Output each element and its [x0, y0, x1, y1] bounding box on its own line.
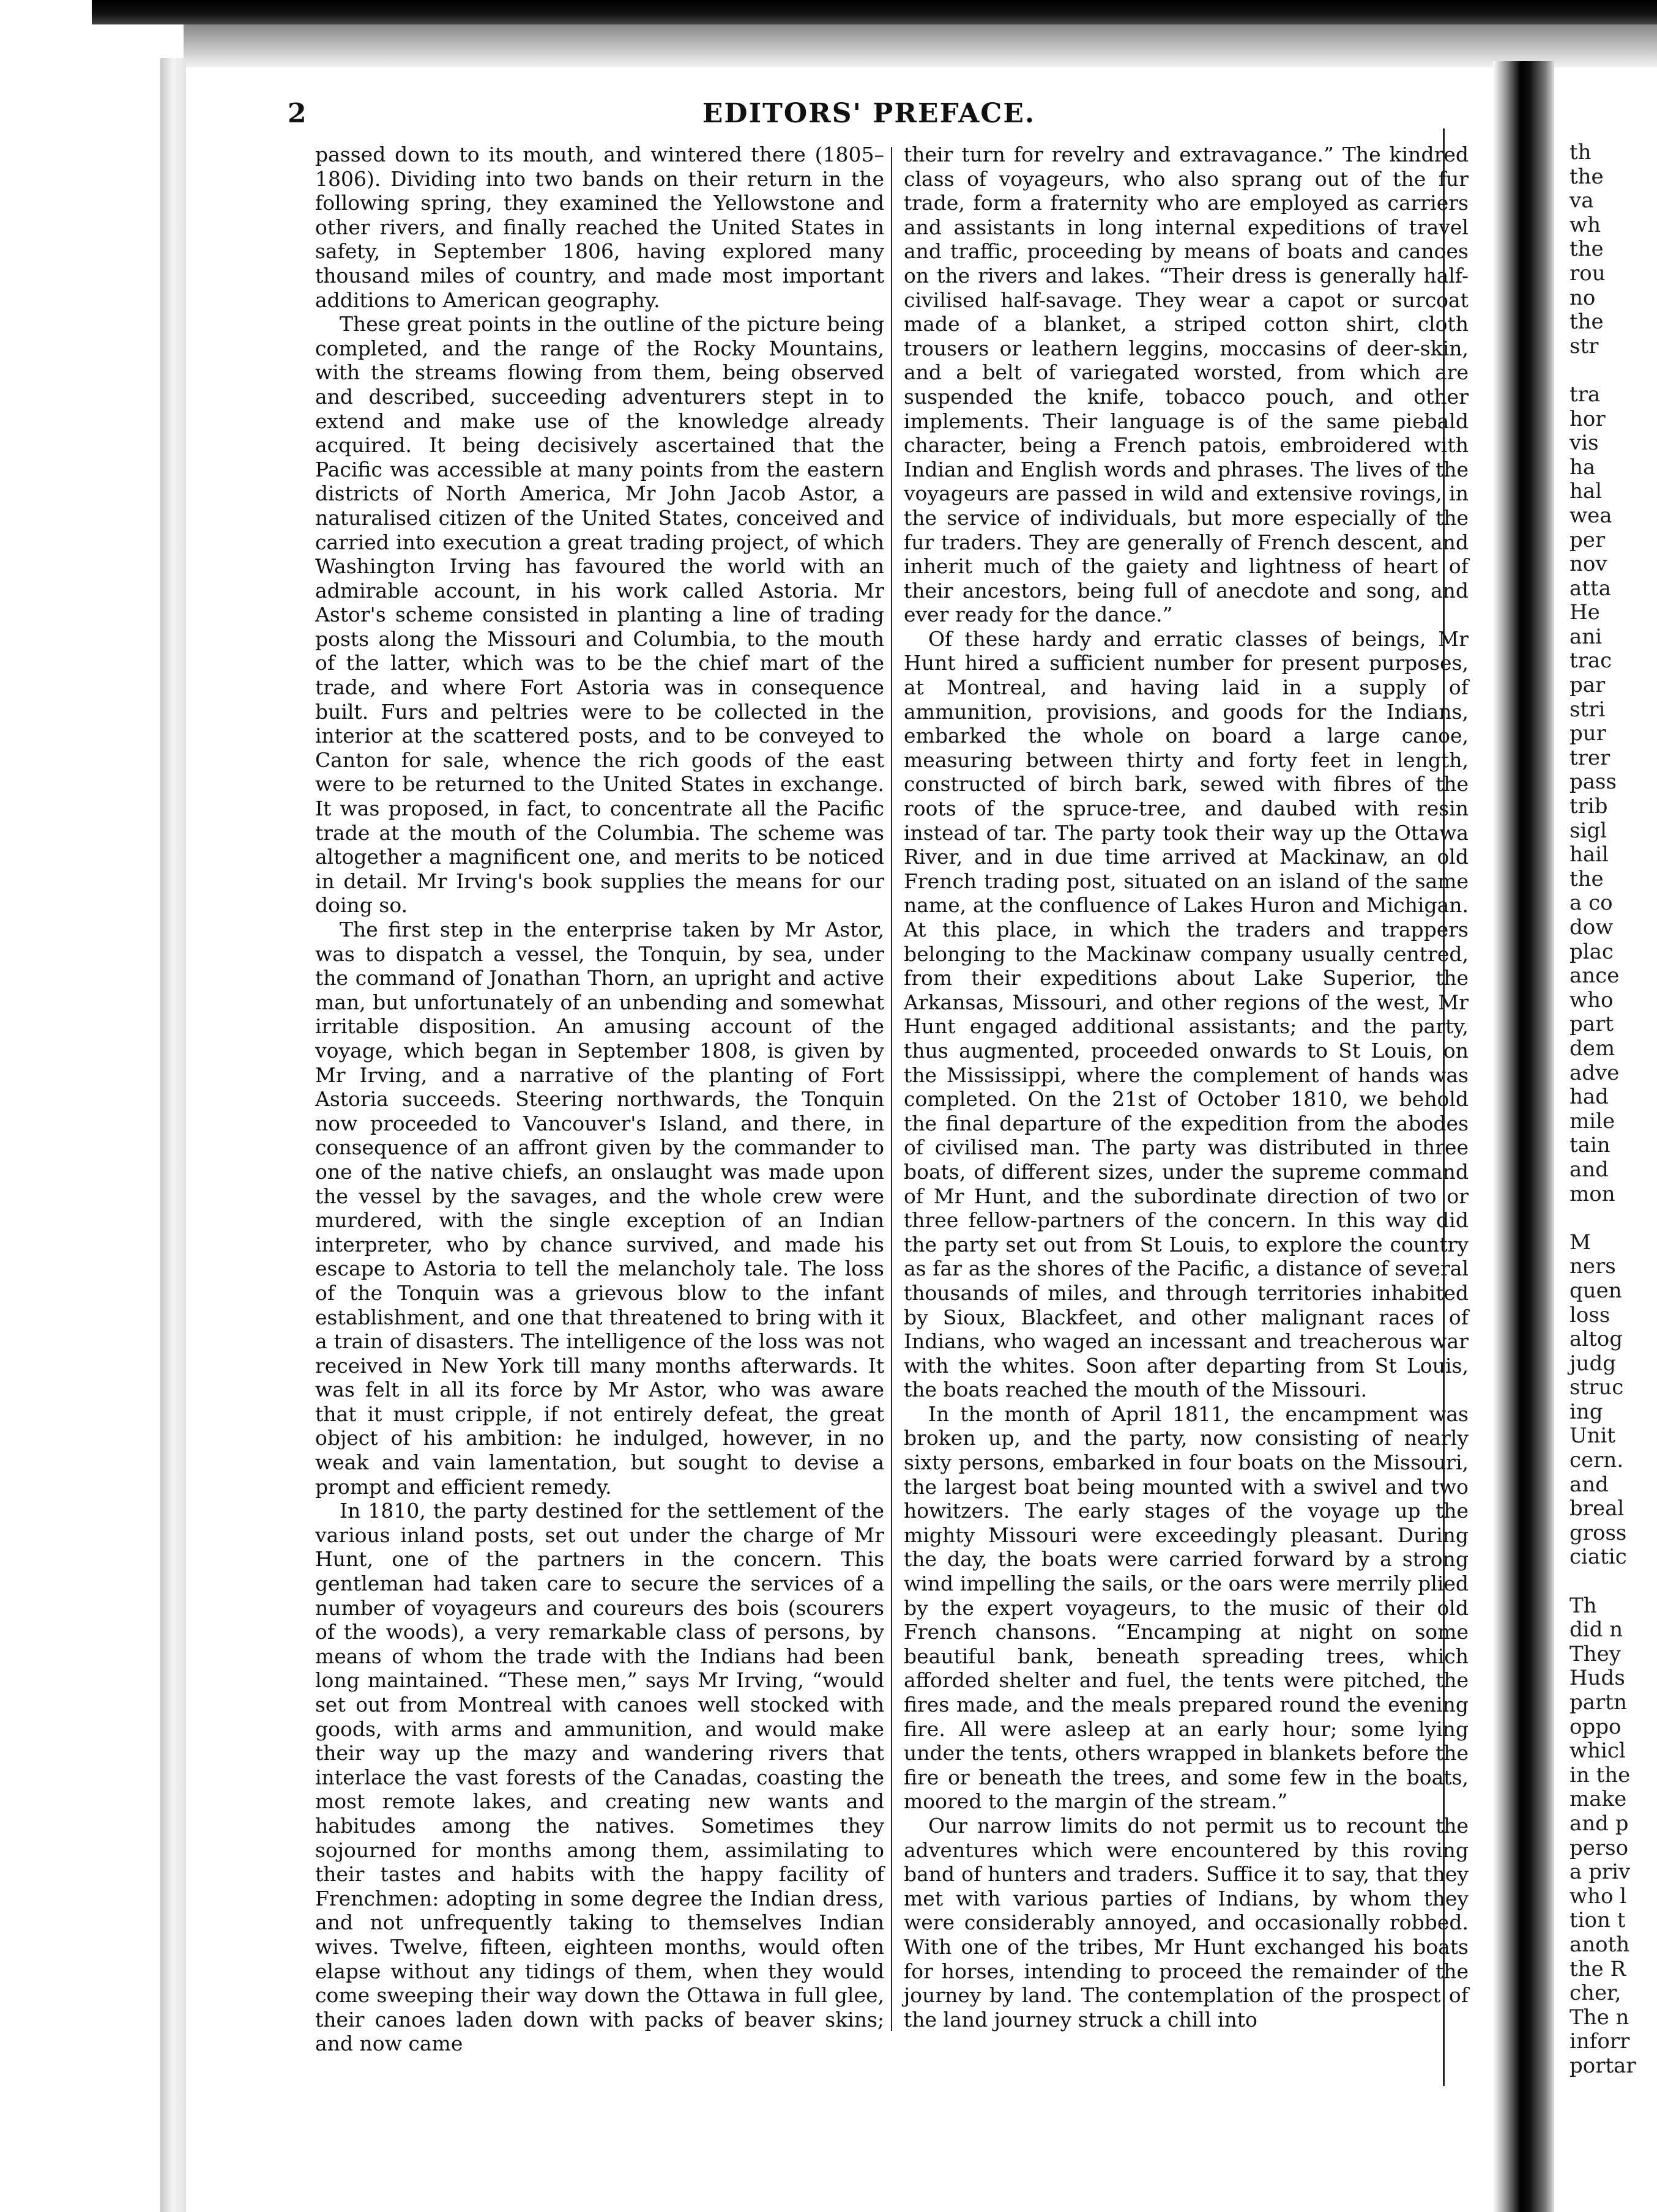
facing-page-fragment: inforr [1569, 2029, 1630, 2054]
facing-page-fragment: atta [1569, 576, 1611, 601]
facing-page-fragment: whicl [1569, 1739, 1626, 1764]
right-text-column [904, 143, 1469, 2039]
facing-page-fragment [1569, 1570, 1657, 1594]
facing-page-fragment [1569, 1206, 1657, 1231]
facing-page-fragment: vis [1569, 431, 1599, 456]
facing-page-fragment: par [1569, 673, 1606, 698]
facing-page-fragment: struc [1569, 1375, 1624, 1400]
facing-page-fragment: He [1569, 600, 1600, 625]
facing-page-fragment [1569, 358, 1657, 383]
facing-page-fragment: no [1569, 285, 1596, 310]
facing-page-fragment: loss [1569, 1302, 1610, 1327]
facing-page-fragment: Unit [1569, 1423, 1616, 1449]
facing-page-fragment: th [1569, 140, 1592, 165]
facing-page-fragment: pass [1569, 770, 1617, 795]
facing-page-fragment: trac [1569, 648, 1612, 674]
facing-page-fragment: ance [1569, 963, 1620, 989]
facing-page-fragment: They [1569, 1641, 1621, 1666]
facing-page-fragment: ani [1569, 624, 1603, 649]
scan-shadow [184, 24, 1657, 67]
facing-page-fragment: anoth [1569, 1932, 1630, 1957]
facing-page-fragment: per [1569, 527, 1606, 552]
book-gutter [1493, 61, 1554, 2212]
facing-page-fragment: tion t [1569, 1908, 1626, 1933]
column-divider [891, 147, 892, 2031]
facing-page-fragment: make [1569, 1787, 1627, 1812]
facing-page-fragment: and [1569, 1157, 1609, 1182]
facing-page-fragment: trer [1569, 745, 1610, 770]
facing-page-fragment: the R [1569, 1956, 1626, 1981]
facing-page-fragment: who l [1569, 1884, 1627, 1909]
facing-page-fragment: did n [1569, 1617, 1623, 1642]
facing-page-fragment: and p [1569, 1811, 1629, 1836]
facing-page-fragment: hor [1569, 406, 1606, 431]
facing-page-fragment: in the [1569, 1762, 1631, 1787]
facing-page-fragment: trib [1569, 794, 1608, 819]
paragraph: their turn for revelry and extravagance.” The kindred class of voyageurs, who also sprang out of the fur trade, form a fraternity who are employed as carriers and assistants in long internal expeditions of travel and traffic, proceeding by means of boats and canoes on the rivers and lakes. “Their dress is generally half-civilised half-savage. They wear a capot or surcoat made of a blanket, a striped cotton shirt, cloth trousers or leathern leggins, moccasins of deer-skin, and a belt of variegated worsted, from which are suspended the knife, tobacco pouch, and other implements. Their language is of the same piebald character, being a French patois, embroidered with Indian and English words and phrases. The lives of the voyageurs are passed in wild and extensive rovings, in the service of individuals, but more especially of the fur traders. They are generally of French descent, and inherit much of the gaiety and lightness of heart of their ancestors, being full of anecdote and song, and ever ready for the dance.” [904, 143, 1469, 627]
facing-page-fragment: had [1569, 1085, 1609, 1110]
facing-page-fragment: perso [1569, 1835, 1629, 1860]
facing-page-fragment: adve [1569, 1060, 1620, 1085]
facing-page-fragment: Th [1569, 1593, 1597, 1618]
facing-page-fragment: M [1569, 1230, 1591, 1255]
facing-page-fragment: rou [1569, 261, 1606, 286]
facing-page-fragment: part [1569, 1012, 1614, 1037]
facing-page-fragment: a priv [1569, 1860, 1631, 1885]
paragraph: In the month of April 1811, the encampment was broken up, and the party, now consisting of nearly sixty persons, embarked in four boats on the Missouri, the largest boat being mounted with a swivel and two howitzers. The early stages of the voyage up the mighty Missouri were exceedingly pleasant. During the day, the boats were carried forward by a strong wind impelling the sails, or the oars were merrily plied by the expert voyageurs, to the music of their old French chansons. “Encamping at night on some beautiful bank, beneath spreading trees, which afforded shelter and fuel, the tents were pitched, the fires made, and the meals prepared round the evening fire. All were asleep at an early hour; some lying under the tents, others wrapped in blankets before the fire or beneath the trees, and some few in the boats, moored to the margin of the stream.” [904, 1401, 1469, 1814]
facing-page-fragment: portar [1569, 2053, 1636, 2078]
page-number: 2 [288, 98, 307, 129]
facing-page-fragment: dem [1569, 1036, 1615, 1061]
facing-page-fragment: mile [1569, 1108, 1615, 1134]
facing-page-fragment: wh [1569, 212, 1601, 237]
facing-page-fragment: judg [1569, 1351, 1616, 1376]
running-title: EDITORS' PREFACE. [702, 98, 1036, 129]
facing-page-fragment: the [1569, 866, 1604, 891]
facing-page-fragment: oppo [1569, 1714, 1622, 1739]
paragraph: Of these hardy and erratic classes of beings, Mr Hunt hired a sufficient number for present purposes, at Montreal, and having laid in a supply of ammunition, provisions, and goods for the Indians, embarked the whole on board a large canoe, measuring between thirty and forty feet in length, constructed of birch bark, sewed with fibres of the roots of the spruce-tree, and daubed with resin instead of tar. The party took their way up the Ottawa River, and in due time arrived at Mackinaw, an old French trading post, situated on an island of the same name, at the confluence of Lakes Huron and Michigan. At this place, in which the traders and trappers belonging to the Mackinaw company usually centred, from their expeditions about Lake Superior, the Arkansas, Missouri, and other regions of the west, Mr Hunt engaged additional assistants; and the party, thus augmented, proceeded onwards to St Louis, on the Mississippi, where the complement of hands was completed. On the 21st of October 1810, we behold the final departure of the expedition from the abodes of civilised man. The party was distributed in three boats, of different sizes, under the supreme command of Mr Hunt, and the subordinate direction of two or three fellow-partners of the concern. In this way did the party set out from St Louis, to explore the country as far as the shores of the Pacific, a distance of several thousands of miles, and through territories inhabited by Sioux, Blackfeet, and other malignant races of Indians, who waged an incessant and treacherous war with the whites. Soon after departing from St Louis, the boats reached the mouth of the Missouri. [904, 626, 1469, 1402]
facing-page-fragment: partn [1569, 1690, 1627, 1715]
paragraph: Our narrow limits do not permit us to recount the adventures which were encountered by this roving band of hunters and traders. Suffice it to say, that they met with various parties of Indians, by whom they were considerably annoyed, and occasionally robbed. With one of the tribes, Mr Hunt exchanged his boats for horses, intending to proceed the remainder of the journey by land. The contemplation of the prospect of the land journey struck a chill into [904, 1813, 1469, 2032]
left-text-column [315, 143, 884, 2056]
facing-page-fragment: ciatic [1569, 1545, 1627, 1570]
facing-page-fragment: plac [1569, 939, 1614, 964]
page-edge [160, 58, 186, 2212]
page-header [288, 98, 1505, 135]
facing-page-fragment: sigl [1569, 818, 1607, 843]
facing-page-fragment: wea [1569, 503, 1612, 528]
facing-page-fragment: nov [1569, 552, 1607, 577]
paragraph: passed down to its mouth, and wintered there (1805–1806). Dividing into two bands on their return in the following spring, they examined the Yellowstone and other rivers, and finally reached the United States in safety, in September 1806, having explored many thousand miles of country, and made most important additions to American geography. [315, 143, 884, 312]
facing-page-fragment: mon [1569, 1181, 1615, 1206]
paragraph: In 1810, the party destined for the settlement of the various inland posts, set out under the charge of Mr Hunt, one of the partners in the concern. This gentleman had taken care to secure the services of a number of voyageurs and coureurs des bois (scourers of the woods), a very remarkable class of persons, by means of whom the trade with the Indians had been long maintained. “These men,” says Mr Irving, “would set out from Montreal with canoes well stocked with goods, with arms and ammunition, and would make their way up the mazy and wandering rivers that interlace the vast forests of the Canadas, coasting the most remote lakes, and creating new wants and habitudes among the natives. Sometimes they sojourned for months among them, assimilating to their tastes and habits with the happy facility of Frenchmen: adopting in some degree the Indian dress, and not unfrequently taking to themselves Indian wives. Twelve, fifteen, eighteen months, would often elapse without any tidings of them, when they would come sweeping their way down the Ottawa in full glee, their canoes laden down with packs of beaver skins; and now came [315, 1499, 884, 2056]
facing-page-fragment: the [1569, 310, 1604, 335]
facing-page-fragment: tra [1569, 382, 1601, 407]
facing-page-fragment: who [1569, 987, 1614, 1012]
facing-page-fragment: the [1569, 164, 1604, 189]
scan-top-edge [92, 0, 1657, 24]
facing-page-fragment: ners [1569, 1254, 1616, 1279]
facing-page-fragment: cher, [1569, 1981, 1622, 2006]
facing-page-fragment: and [1569, 1472, 1609, 1497]
facing-page-fragment: breal [1569, 1496, 1625, 1521]
facing-page-fragment: hal [1569, 479, 1603, 504]
facing-page-fragment: a co [1569, 891, 1613, 916]
facing-page-fragment: va [1569, 188, 1594, 213]
facing-page-fragment: tain [1569, 1133, 1610, 1158]
paragraph: The first step in the enterprise taken by Mr Astor, was to dispatch a vessel, the Tonquin, by sea, under the command of Jonathan Thorn, an upright and active man, but unfortunately of an unbending and somewhat irritable disposition. An amusing account of the voyage, which began in September 1808, is given by Mr Irving, and a narrative of the planting of Fort Astoria succeeds. Steering northwards, the Tonquin now proceeded to Vancouver's Island, and there, in consequence of an affront given by the commander to one of the native chiefs, an onslaught was made upon the vessel by the savages, and the whole crew were murdered, with the single exception of an Indian interpreter, who by chance survived, and made his escape to Astoria to tell the melancholy tale. The loss of the Tonquin was a grievous blow to the infant establishment, and one that threatened to bring with it a train of disasters. The intelligence of the loss was not received in New York till many months afterwards. It was felt in all its force by Mr Astor, who was aware that it must cripple, if not entirely defeat, the great object of his ambition: he indulged, however, in no weak and vain lamentation, but sought to devise a prompt and efficient remedy. [315, 918, 884, 1499]
facing-page-fragment: stri [1569, 697, 1606, 722]
facing-page-fragment: gross [1569, 1520, 1627, 1545]
facing-page-fragment: str [1569, 333, 1599, 358]
facing-page-fragment: the [1569, 237, 1604, 262]
facing-page-fragment: ha [1569, 455, 1596, 480]
facing-page-fragment: dow [1569, 915, 1614, 940]
paragraph: These great points in the outline of the picture being completed, and the range of the Rocky Mountains, with the streams flowing from them, being observed and described, succeeding adventurers stept in to extend and make use of the knowledge already acquired. It being decisively ascertained that the Pacific was accessible at many points from the eastern districts of North America, Mr John Jacob Astor, a naturalised citizen of the United States, conceived and carried into execution a great trading project, of which Washington Irving has favoured the world with an admirable account, in his work called Astoria. Mr Astor's scheme consisted in planting a line of trading posts along the Missouri and Columbia, to the mouth of the latter, which was to be the chief mart of the trade, and where Fort Astoria was in consequence built. Furs and peltries were to be collected in the interior at the scattered posts, and to be conveyed to Canton for sale, whence the rich goods of the east were to be returned to the United States in exchange. It was proposed, in fact, to concentrate all the Pacific trade at the mouth of the Columbia. The scheme was altogether a magnificent one, and merits to be noticed in detail. Mr Irving's book supplies the means for our doing so. [315, 312, 884, 918]
facing-page-fragment: The n [1569, 2005, 1629, 2030]
facing-page-fragment: Huds [1569, 1666, 1625, 1691]
facing-page-fragment: quen [1569, 1278, 1622, 1303]
facing-page-fragment: ing [1569, 1399, 1603, 1424]
facing-page-fragment: cern. [1569, 1448, 1624, 1473]
facing-page-fragment: pur [1569, 721, 1606, 746]
facing-page-text-fragments [1569, 141, 1657, 2208]
facing-page-fragment: hail [1569, 842, 1609, 867]
facing-page-fragment: altog [1569, 1327, 1623, 1352]
